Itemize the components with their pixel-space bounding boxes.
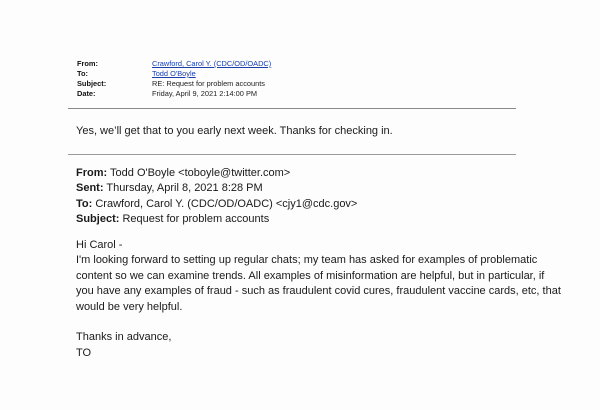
header-from-row xyxy=(77,59,271,69)
original-message-header xyxy=(76,166,357,228)
paragraph-gap xyxy=(76,315,536,330)
header-subject-row xyxy=(77,79,271,89)
original-from-row xyxy=(76,166,357,181)
header-from-link[interactable]: Crawford, Carol Y. (CDC/OD/OADC) xyxy=(152,59,272,68)
header-subject-value: RE: Request for problem accounts xyxy=(152,79,265,88)
quoted-divider xyxy=(68,154,516,155)
original-from-value: Todd O'Boyle <toboyle@twitter.com> xyxy=(107,167,291,179)
message-line: would be very helpful. xyxy=(76,300,183,313)
message-closing: Thanks in advance, xyxy=(76,331,172,344)
message-signature: TO xyxy=(76,346,92,359)
original-sent-value: Thursday, April 8, 2021 8:28 PM xyxy=(103,182,263,195)
message-greeting: Hi Carol - xyxy=(76,239,123,251)
original-to-row xyxy=(76,197,357,212)
message-line: content so we can examine trends. All examples of misinformation are helpful, but in particular, if xyxy=(76,269,545,282)
header-to-label: To: xyxy=(77,69,88,78)
original-sent-label: Sent: xyxy=(76,182,104,195)
header-from-label: From: xyxy=(77,59,98,68)
reply-text: Yes, we’ll get that to you early next week. Thanks for checking in. xyxy=(76,125,393,137)
original-subject-label: Subject: xyxy=(76,213,120,226)
message-line: you have any examples of fraud - such as fraudulent covid cures, fraudulent vaccine cards, etc, that xyxy=(76,285,561,298)
original-subject-value: Request for problem accounts xyxy=(119,213,270,226)
header-date-label: Date: xyxy=(77,89,96,98)
header-subject-label: Subject: xyxy=(77,79,107,88)
message-body xyxy=(76,238,561,361)
original-sent-row xyxy=(76,181,357,196)
header-date-value: Friday, April 9, 2021 2:14:00 PM xyxy=(152,89,258,98)
message-line: I'm looking forward to setting up regular chats; my team has asked for examples of problematic xyxy=(76,254,538,267)
header-to-link[interactable]: Todd O'Boyle xyxy=(152,69,196,78)
original-to-value: Crawford, Carol Y. (CDC/OD/OADC) <cjy1@cdc.gov> xyxy=(92,197,358,210)
original-to-label: To: xyxy=(76,197,93,210)
original-subject-row xyxy=(76,212,357,227)
header-to-row xyxy=(77,69,271,79)
header-date-row xyxy=(77,89,271,99)
header-divider xyxy=(68,108,516,109)
original-from-label: From: xyxy=(76,167,108,179)
email-header-block xyxy=(77,59,271,99)
